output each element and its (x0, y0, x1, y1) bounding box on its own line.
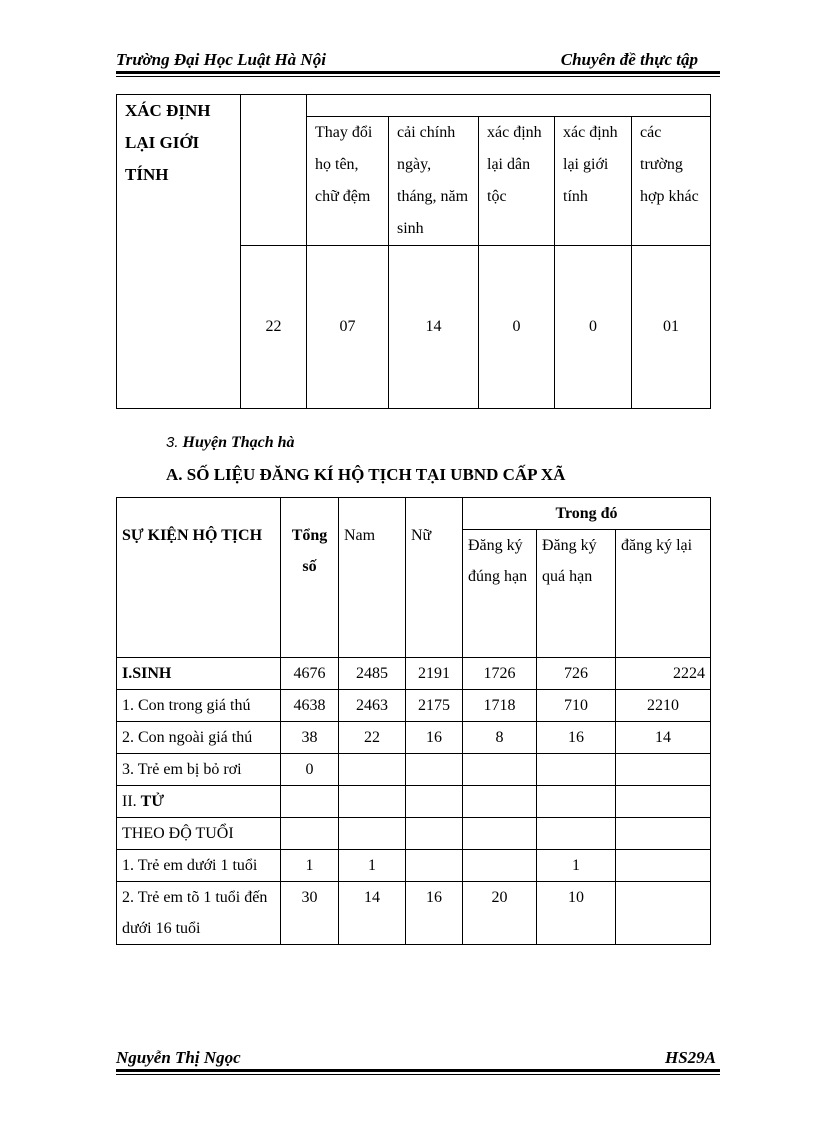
table1-value: 0 (479, 246, 555, 409)
cell-total: 30 (281, 882, 339, 945)
cell-female (406, 818, 463, 850)
class-code: HS29A (664, 1048, 716, 1067)
cell-female (406, 786, 463, 818)
row-label: 3. Trẻ em bị bỏ rơi (117, 754, 281, 786)
table-row (117, 754, 711, 786)
cell-on-time (463, 850, 537, 882)
cell-male (339, 786, 406, 818)
cell-late: 1 (537, 850, 616, 882)
row-label: 1. Con trong giá thú (117, 690, 281, 722)
gender-redetermination-table (116, 94, 711, 409)
footer-rule-thin (116, 1074, 720, 1075)
table1-col-header: xác định lại dân tộc (479, 117, 555, 246)
header-rule-thin (116, 76, 720, 77)
header-re-registration: đăng ký lại (616, 530, 711, 658)
cell-on-time: 20 (463, 882, 537, 945)
table1-blank-cell (241, 95, 307, 246)
cell-on-time: 1718 (463, 690, 537, 722)
cell-total (281, 786, 339, 818)
cell-re-registration (616, 754, 711, 786)
cell-late: 16 (537, 722, 616, 754)
table1-value: 14 (389, 246, 479, 409)
page-header (116, 48, 720, 70)
footer-rule-thick (116, 1069, 720, 1072)
cell-female (406, 754, 463, 786)
table1-col-header: Thay đổi họ tên, chữ đệm (307, 117, 389, 246)
table1-value: 07 (307, 246, 389, 409)
header-female: Nữ (406, 498, 463, 658)
row-label (117, 786, 281, 818)
cell-re-registration (616, 818, 711, 850)
row-label: THEO ĐỘ TUỔI (117, 818, 281, 850)
row-label: I.SINH (117, 658, 281, 690)
cell-male: 1 (339, 850, 406, 882)
school-name: Trường Đại Học Luật Hà Nội (116, 50, 326, 69)
table1-blank-header (307, 95, 711, 117)
table1-value: 0 (555, 246, 632, 409)
table1-col-header: xác định lại giới tính (555, 117, 632, 246)
section-heading: A. SỐ LIỆU ĐĂNG KÍ HỘ TỊCH TẠI UBND CẤP XÃ (166, 465, 566, 484)
cell-total (281, 818, 339, 850)
section-caption (166, 434, 295, 452)
cell-late: 726 (537, 658, 616, 690)
table1-title: XÁC ĐỊNH LẠI GIỚI TÍNH (117, 95, 241, 409)
table-row (117, 850, 711, 882)
row-label: 2. Trẻ em tõ 1 tuổi đến dưới 16 tuổi (117, 882, 281, 945)
cell-female (406, 850, 463, 882)
row-label: 2. Con ngoài giá thú (117, 722, 281, 754)
row-label: 1. Trẻ em dưới 1 tuổi (117, 850, 281, 882)
civil-registration-table (116, 497, 711, 945)
cell-male: 2463 (339, 690, 406, 722)
cell-late (537, 754, 616, 786)
table1-col-header: các trường hợp khác (632, 117, 711, 246)
header-on-time: Đăng ký đúng hạn (463, 530, 537, 658)
table1-value: 01 (632, 246, 711, 409)
cell-late (537, 786, 616, 818)
row-label-bold: TỬ (140, 793, 165, 810)
cell-female: 16 (406, 882, 463, 945)
page-footer (116, 1046, 720, 1068)
cell-late (537, 818, 616, 850)
cell-female: 2191 (406, 658, 463, 690)
table1-col-header: cải chính ngày, tháng, năm sinh (389, 117, 479, 246)
cell-total: 4638 (281, 690, 339, 722)
author-name: Nguyễn Thị Ngọc (116, 1048, 241, 1067)
cell-re-registration: 2224 (616, 658, 711, 690)
table1-total: 22 (241, 246, 307, 409)
section-number: 3. (166, 434, 179, 451)
table-row (117, 658, 711, 690)
cell-total: 38 (281, 722, 339, 754)
header-of-which: Trong đó (463, 498, 711, 530)
header-total: Tổng số (281, 498, 339, 658)
cell-re-registration (616, 850, 711, 882)
cell-total: 1 (281, 850, 339, 882)
cell-female: 2175 (406, 690, 463, 722)
cell-late: 10 (537, 882, 616, 945)
district-name: Huyện Thạch hà (182, 434, 295, 451)
cell-on-time: 8 (463, 722, 537, 754)
header-rule-thick (116, 71, 720, 74)
cell-on-time: 1726 (463, 658, 537, 690)
header-male: Nam (339, 498, 406, 658)
cell-male: 14 (339, 882, 406, 945)
cell-total: 4676 (281, 658, 339, 690)
cell-male: 2485 (339, 658, 406, 690)
row-label-prefix: II. (122, 793, 141, 810)
cell-male: 22 (339, 722, 406, 754)
table-row (117, 690, 711, 722)
table-row (117, 722, 711, 754)
document-type: Chuyên đề thực tập (560, 50, 698, 69)
cell-total: 0 (281, 754, 339, 786)
header-late: Đăng ký quá hạn (537, 530, 616, 658)
cell-female: 16 (406, 722, 463, 754)
cell-on-time (463, 754, 537, 786)
cell-re-registration (616, 882, 711, 945)
table-row (117, 882, 711, 945)
cell-male (339, 754, 406, 786)
cell-re-registration: 2210 (616, 690, 711, 722)
cell-re-registration (616, 786, 711, 818)
cell-re-registration: 14 (616, 722, 711, 754)
cell-on-time (463, 818, 537, 850)
table-row (117, 786, 711, 818)
cell-late: 710 (537, 690, 616, 722)
cell-male (339, 818, 406, 850)
table-row (117, 818, 711, 850)
header-event: SỰ KIỆN HỘ TỊCH (117, 498, 281, 658)
cell-on-time (463, 786, 537, 818)
